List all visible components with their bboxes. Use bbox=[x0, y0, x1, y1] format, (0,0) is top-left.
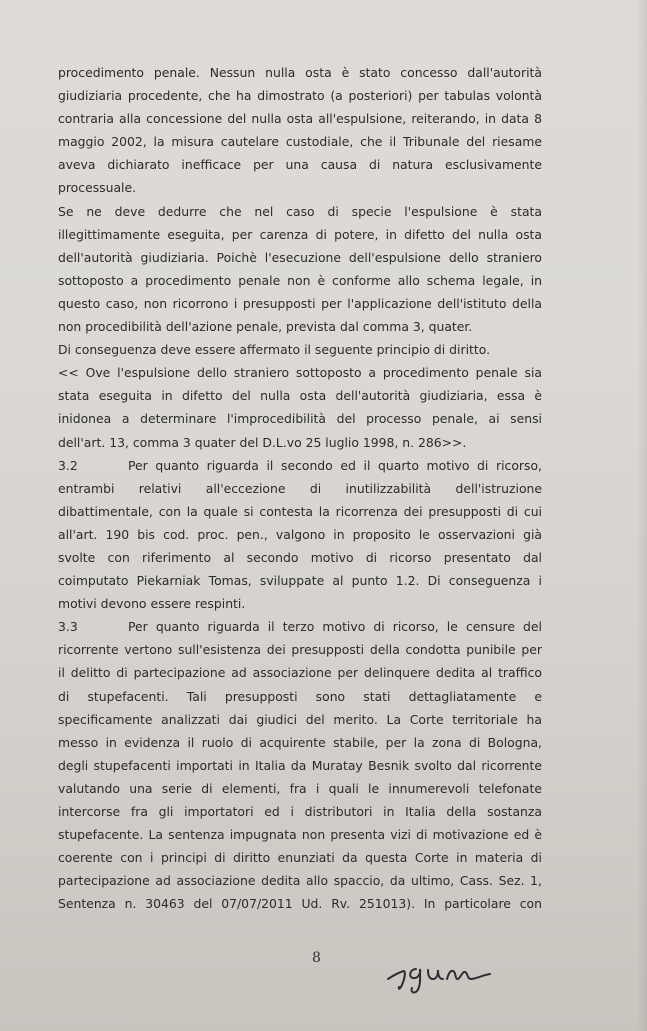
text-line: maggio 2002, la misura cautelare custodiale, che il Tribunale del riesame bbox=[58, 134, 542, 150]
text-line: coerente con i principi di diritto enunziati da questa Corte in materia di bbox=[58, 850, 542, 866]
handwritten-signature bbox=[380, 955, 530, 995]
text-line: dell'autorità giudiziaria. Poichè l'esecuzione dell'espulsione dello straniero bbox=[58, 249, 542, 265]
text-line: ricorrente vertono sull'esistenza dei presupposti della condotta punibile per bbox=[58, 642, 542, 658]
text-line: specificamente analizzati dai giudici del merito. La Corte territoriale ha bbox=[58, 711, 542, 727]
text-line: giudiziaria procedente, che ha dimostrato (a posteriori) per tabulas volontà bbox=[58, 88, 542, 104]
text-line: dell'art. 13, comma 3 quater del D.L.vo 25 luglio 1998, n. 286>>. bbox=[58, 434, 467, 450]
text-line: questo caso, non ricorrono i presupposti per l'applicazione dell'istituto della bbox=[58, 295, 542, 311]
section-number: 3.3 bbox=[58, 619, 78, 635]
text-line: Per quanto riguarda il secondo ed il quarto motivo di ricorso, bbox=[128, 457, 542, 473]
body-text bbox=[58, 61, 542, 915]
text-line: processuale. bbox=[58, 180, 137, 196]
text-line: valutando una serie di elementi, fra i quali le innumerevoli telefonate bbox=[58, 780, 542, 796]
text-line: non procedibilità dell'azione penale, prevista dal comma 3, quater. bbox=[58, 319, 473, 335]
text-line: entrambi relativi all'eccezione di inutilizzabilità dell'istruzione bbox=[58, 480, 542, 496]
text-line: messo in evidenza il ruolo di acquirente stabile, per la zona di Bologna, bbox=[58, 734, 542, 750]
section-number: 3.2 bbox=[58, 457, 78, 473]
text-line: Sentenza n. 30463 del 07/07/2011 Ud. Rv. 251013). In particolare con bbox=[58, 896, 542, 912]
text-line: Per quanto riguarda il terzo motivo di ricorso, le censure del bbox=[128, 619, 542, 635]
text-line: sottoposto a procedimento penale non è conforme allo schema legale, in bbox=[58, 272, 542, 288]
text-line: inidonea a determinare l'improcedibilità del processo penale, ai sensi bbox=[58, 411, 542, 427]
text-line: svolte con riferimento al secondo motivo di ricorso presentato dal bbox=[58, 549, 542, 565]
text-line: coimputato Piekarniak Tomas, sviluppate al punto 1.2. Di conseguenza i bbox=[58, 573, 542, 589]
text-line: partecipazione ad associazione dedita allo spaccio, da ultimo, Cass. Sez. 1, bbox=[58, 873, 542, 889]
page-number: 8 bbox=[312, 950, 321, 966]
text-line: Se ne deve dedurre che nel caso di specie l'espulsione è stata bbox=[58, 203, 542, 219]
text-line: procedimento penale. Nessun nulla osta è stato concesso dall'autorità bbox=[58, 65, 542, 80]
text-line: intercorse fra gli importatori ed i distributori in Italia della sostanza bbox=[58, 804, 542, 819]
text-line: dibattimentale, con la quale si contesta la ricorrenza dei presupposti di cui bbox=[58, 503, 542, 519]
section-line bbox=[58, 454, 542, 477]
text-line: di stupefacenti. Tali presupposti sono stati dettagliatamente e bbox=[58, 688, 542, 704]
page-edge-shadow bbox=[637, 0, 647, 1031]
text-line: degli stupefacenti importati in Italia da Muratay Besnik svolto dal ricorrente bbox=[58, 757, 542, 773]
text-line: stata eseguita in difetto del nulla osta dell'autorità giudiziaria, essa è bbox=[58, 388, 542, 404]
text-line: contraria alla concessione del nulla osta all'espulsione, reiterando, in data 8 bbox=[58, 111, 542, 127]
text-line: all'art. 190 bis cod. proc. pen., valgono in proposito le osservazioni già bbox=[58, 526, 542, 542]
section-line bbox=[58, 615, 542, 638]
text-line: illegittimamente eseguita, per carenza di potere, in difetto del nulla osta bbox=[58, 226, 542, 242]
text-line: il delitto di partecipazione ad associazione per delinquere dedita al traffico bbox=[58, 665, 542, 681]
text-line: aveva dichiarato inefficace per una causa di natura esclusivamente bbox=[58, 157, 542, 173]
text-line: stupefacente. La sentenza impugnata non presenta vizi di motivazione ed è bbox=[58, 827, 542, 843]
text-line: motivi devono essere respinti. bbox=[58, 596, 246, 612]
text-line: Di conseguenza deve essere affermato il seguente principio di diritto. bbox=[58, 342, 491, 358]
text-line: << Ove l'espulsione dello straniero sottoposto a procedimento penale sia bbox=[58, 365, 542, 381]
